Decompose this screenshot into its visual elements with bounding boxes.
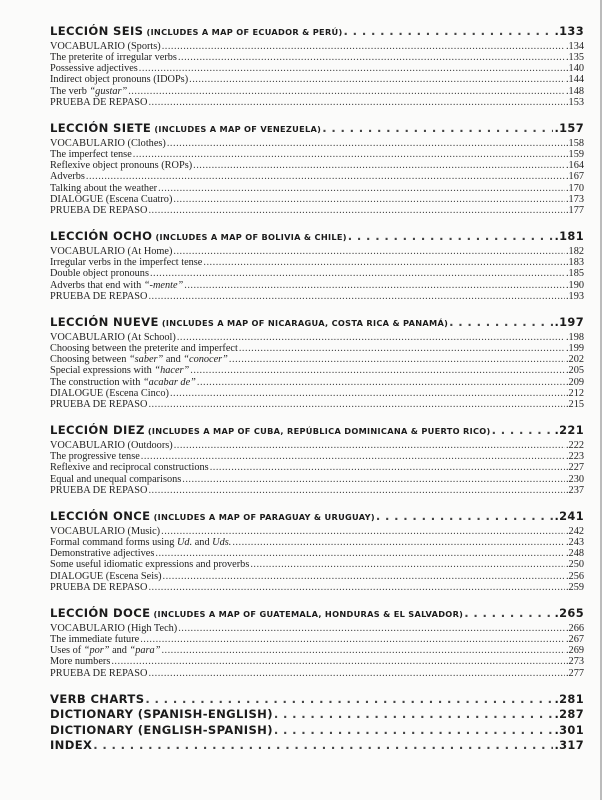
end-matter-entry[interactable] (50, 738, 584, 753)
entry-text: VOCABULARIO (At Home) (50, 245, 173, 257)
end-matter-title: INDEX (50, 737, 93, 752)
entry-title (50, 291, 147, 302)
lesson-heading[interactable] (50, 606, 584, 623)
entry-title (50, 86, 127, 97)
entry-text: Formal command forms using (50, 536, 177, 548)
lesson-heading[interactable] (50, 229, 584, 246)
toc-entry[interactable] (50, 656, 584, 667)
dot-leader (161, 526, 565, 537)
entry-italic-term: “gustar” (89, 85, 128, 97)
entry-title (50, 645, 160, 656)
entry-text: More numbers (50, 656, 111, 668)
entry-title (50, 388, 169, 399)
lesson-list (50, 24, 584, 679)
page-number: .287 (554, 707, 584, 722)
toc-entry[interactable] (50, 365, 584, 376)
toc-entry[interactable] (50, 280, 584, 291)
entry-text: PRUEBA DE REPASO (50, 96, 148, 108)
lesson-block (50, 423, 584, 496)
entry-text: and (163, 354, 184, 365)
entry-text: Reflexive object pronouns (ROPs) (50, 160, 193, 171)
entry-title (50, 571, 162, 582)
entry-text: VOCABULARIO (High Tech) (50, 622, 178, 634)
entry-title (50, 377, 196, 388)
dot-leader (193, 160, 565, 171)
entry-text: PRUEBA DE REPASO (50, 581, 148, 593)
lesson-title-text: LECCIÓN NUEVE (50, 315, 159, 329)
toc-entry[interactable] (50, 526, 584, 537)
lesson-title (50, 121, 321, 138)
entry-title (50, 52, 177, 63)
page-number: .243 (565, 536, 584, 548)
page-number: .148 (565, 85, 584, 97)
entry-title (50, 332, 176, 343)
entry-title (50, 582, 147, 593)
lesson-block (50, 315, 584, 410)
lesson-title-text: LECCIÓN OCHO (50, 229, 153, 244)
toc-entry[interactable] (50, 451, 584, 462)
dot-leader (189, 74, 565, 85)
end-matter-title: DICTIONARY (ENGLISH-SPANISH) (50, 722, 273, 737)
toc-entry[interactable] (50, 291, 584, 302)
toc-entry[interactable] (50, 257, 584, 268)
dot-leader (464, 606, 553, 622)
dot-leader (250, 559, 565, 570)
entry-text: VOCABULARIO (Outdoors) (50, 439, 173, 451)
toc-entry[interactable] (50, 160, 584, 171)
entry-title (50, 485, 147, 496)
entry-title (50, 343, 238, 354)
page-number: .158 (565, 137, 584, 149)
toc-entry[interactable] (50, 548, 584, 559)
page-number: .185 (565, 268, 584, 280)
page-number: .267 (565, 633, 584, 645)
page-number: .242 (565, 525, 584, 537)
entry-text: Double object pronouns (50, 268, 149, 280)
lesson-title-text: LECCIÓN ONCE (50, 509, 151, 523)
entry-text: PRUEBA DE REPASO (50, 667, 148, 679)
page-number: .182 (565, 245, 584, 257)
entry-title (50, 74, 188, 85)
lesson-title-text: LECCIÓN DOCE (50, 606, 151, 620)
page-number: .164 (565, 160, 584, 171)
entry-text: Uses of (50, 645, 84, 656)
entry-title (50, 97, 147, 108)
toc-entry[interactable] (50, 462, 584, 473)
page-number: .230 (565, 473, 584, 485)
dot-leader (182, 474, 565, 485)
entry-text: DIALOGUE (Escena Seis) (50, 570, 162, 582)
lesson-heading[interactable] (50, 24, 584, 41)
page-number: .170 (565, 182, 584, 194)
toc-entry[interactable] (50, 194, 584, 205)
toc-entry[interactable] (50, 440, 584, 451)
lesson-map-note: (INCLUDES A MAP OF CUBA, REPÚBLICA DOMINICANA & PUERTO RICO) (144, 426, 491, 437)
entry-title (50, 183, 157, 194)
page-number: .265 (554, 606, 584, 620)
entry-text: The verb (50, 85, 90, 97)
entry-title (50, 526, 160, 537)
entry-text: PRUEBA DE REPASO (50, 205, 148, 216)
entry-text: Reflexive and reciprocal constructions (50, 462, 209, 474)
entry-italic-term: Ud. (176, 536, 193, 548)
dot-leader (274, 723, 554, 738)
entry-italic-term: “conocer” (183, 354, 228, 365)
page-number: .222 (565, 439, 584, 451)
dot-leader (210, 462, 565, 473)
end-matter-entry[interactable] (50, 707, 584, 722)
entry-text: The immediate future (50, 633, 140, 645)
page-number: .199 (565, 342, 584, 354)
end-matter-title: VERB CHARTS (50, 691, 145, 706)
toc-entry[interactable] (50, 246, 584, 257)
entry-text: The imperfect tense (50, 148, 132, 160)
lesson-heading[interactable] (50, 509, 584, 526)
entry-title (50, 138, 166, 149)
lesson-title-text: LECCIÓN SIETE (50, 121, 152, 135)
dot-leader (274, 707, 554, 722)
entry-title (50, 399, 147, 410)
dot-leader (178, 52, 565, 63)
entry-title (50, 474, 181, 485)
page-number: .177 (565, 205, 584, 216)
dot-leader (158, 183, 565, 194)
dot-leader (140, 634, 565, 645)
toc-entry[interactable] (50, 399, 584, 410)
toc-entry[interactable] (50, 668, 584, 679)
entry-text: Indirect object pronouns (IDOPs) (50, 74, 189, 86)
entry-title (50, 623, 177, 634)
toc-entry[interactable] (50, 559, 584, 570)
page-number: .248 (565, 548, 584, 559)
dot-leader (155, 548, 565, 559)
entry-text: PRUEBA DE REPASO (50, 290, 148, 302)
dot-leader (174, 440, 565, 451)
dot-leader (141, 451, 565, 462)
entry-text: Equal and unequal comparisons (50, 473, 182, 485)
dot-leader (148, 582, 565, 593)
page-number: .157 (554, 121, 584, 135)
toc-entry[interactable] (50, 623, 584, 634)
dot-leader (139, 63, 565, 74)
dot-leader (148, 485, 565, 496)
lesson-heading[interactable] (50, 121, 584, 138)
lesson-title (50, 229, 347, 246)
dot-leader (150, 268, 565, 279)
entry-text: The preterite of irregular verbs (50, 51, 177, 63)
entry-text: VOCABULARIO (Clothes) (50, 137, 166, 149)
entry-title (50, 634, 139, 645)
toc-entry[interactable] (50, 74, 584, 85)
dot-leader (167, 138, 565, 149)
page-number: .250 (565, 559, 584, 571)
entry-text: Demonstrative adjectives (50, 548, 155, 559)
entry-text: and (109, 645, 130, 656)
dot-leader (203, 257, 565, 268)
toc-entry[interactable] (50, 634, 584, 645)
lesson-map-note: (INCLUDES A MAP OF VENEZUELA) (151, 124, 322, 134)
dot-leader (173, 194, 565, 205)
page-number: .144 (565, 74, 584, 86)
dot-leader (177, 332, 565, 343)
end-matter-list (50, 692, 584, 754)
toc-entry[interactable] (50, 205, 584, 216)
toc-entry[interactable] (50, 474, 584, 485)
dot-leader (148, 291, 565, 302)
toc-entry[interactable] (50, 63, 584, 74)
page-number: .134 (565, 40, 584, 52)
entry-text: Possessive adjectives (50, 63, 138, 74)
end-matter-title: DICTIONARY (SPANISH-ENGLISH) (50, 707, 273, 722)
toc-entry[interactable] (50, 582, 584, 593)
dot-leader (322, 121, 553, 137)
entry-title (50, 63, 138, 74)
lesson-block (50, 24, 584, 108)
entry-italic-term: “-mente” (143, 279, 184, 291)
entry-title (50, 451, 140, 462)
dot-leader (190, 365, 565, 376)
page-number: .277 (565, 667, 584, 679)
lesson-title (50, 24, 343, 41)
toc-entry[interactable] (50, 171, 584, 182)
lesson-block (50, 606, 584, 679)
page-number: .281 (554, 691, 584, 706)
dot-leader (239, 343, 565, 354)
table-of-contents (50, 24, 584, 753)
page-number: .273 (565, 656, 584, 668)
page-number: .301 (554, 722, 584, 737)
toc-entry[interactable] (50, 97, 584, 108)
entry-text: Irregular verbs in the imperfect tense (50, 257, 203, 268)
end-matter-entry[interactable] (50, 723, 584, 738)
page-number: .215 (565, 399, 584, 410)
entry-title (50, 462, 209, 473)
entry-italic-term: “para” (129, 645, 161, 656)
lesson-title (50, 509, 375, 526)
entry-title (50, 668, 147, 679)
dot-leader (197, 377, 565, 388)
lesson-title (50, 315, 448, 332)
page-number: .159 (565, 148, 584, 160)
toc-entry[interactable] (50, 377, 584, 388)
entry-text: Some useful idiomatic expressions and proverbs (50, 559, 250, 571)
entry-title (50, 354, 228, 365)
page-number: .269 (565, 645, 584, 656)
page-number: .241 (554, 509, 584, 523)
entry-text: and (192, 536, 213, 548)
page-number: .181 (554, 229, 584, 244)
entry-title (50, 257, 202, 268)
dot-leader (376, 509, 554, 525)
lesson-block (50, 229, 584, 302)
page-number: .167 (565, 171, 584, 183)
lesson-heading[interactable] (50, 315, 584, 332)
entry-title (50, 656, 110, 667)
dot-leader (178, 623, 565, 634)
dot-leader (184, 280, 565, 291)
dot-leader (348, 229, 554, 245)
entry-title (50, 194, 172, 205)
dot-leader (145, 692, 553, 707)
page-number: .259 (565, 581, 584, 593)
entry-italic-term: “saber” (128, 354, 164, 365)
dot-leader (232, 537, 565, 548)
toc-entry[interactable] (50, 537, 584, 548)
page-number: .223 (565, 451, 584, 462)
entry-text: DIALOGUE (Escena Cinco) (50, 387, 169, 399)
lesson-map-note: (INCLUDES A MAP OF NICARAGUA, COSTA RICA & PANAMÁ) (158, 318, 449, 328)
dot-leader (128, 86, 565, 97)
entry-title (50, 41, 161, 52)
entry-title (50, 205, 147, 216)
dot-leader (148, 399, 565, 410)
entry-text: Adverbs that end with (50, 279, 144, 291)
entry-title (50, 365, 189, 376)
toc-entry[interactable] (50, 149, 584, 160)
entry-title (50, 440, 173, 451)
entry-title (50, 171, 85, 182)
lesson-map-note: (INCLUDES A MAP OF PARAGUAY & URUGUAY) (150, 512, 375, 522)
entry-title (50, 537, 231, 548)
dot-leader (344, 24, 554, 40)
toc-entry[interactable] (50, 41, 584, 52)
entry-title (50, 246, 172, 257)
toc-entry[interactable] (50, 332, 584, 343)
entry-title (50, 160, 192, 171)
entry-italic-term: “acabar de” (142, 376, 196, 388)
lesson-title-text: LECCIÓN DIEZ (50, 423, 145, 438)
page-number: .237 (565, 484, 584, 496)
dot-leader (162, 41, 565, 52)
toc-entry[interactable] (50, 343, 584, 354)
lesson-block (50, 121, 584, 216)
dot-leader (148, 205, 565, 216)
page-number: .256 (565, 570, 584, 582)
lesson-block (50, 509, 584, 593)
entry-text: The progressive tense (50, 451, 140, 462)
page-number: .198 (565, 331, 584, 343)
entry-text: The construction with (50, 376, 143, 388)
dot-leader (148, 668, 565, 679)
page-number: .227 (565, 462, 584, 474)
lesson-title (50, 606, 463, 623)
entry-italic-term: “por” (83, 645, 110, 656)
toc-entry[interactable] (50, 571, 584, 582)
toc-entry[interactable] (50, 86, 584, 97)
toc-entry[interactable] (50, 268, 584, 279)
dot-leader (93, 738, 553, 753)
entry-title (50, 268, 149, 279)
page-number: .173 (565, 193, 584, 205)
page-number: .183 (565, 257, 584, 268)
entry-text: Talking about the weather (50, 182, 158, 194)
page-number: .212 (565, 387, 584, 399)
entry-italic-term: Uds. (212, 536, 232, 548)
toc-entry[interactable] (50, 52, 584, 63)
entry-text: PRUEBA DE REPASO (50, 484, 148, 496)
page-number: .221 (554, 423, 584, 438)
dot-leader (173, 246, 565, 257)
dot-leader (229, 354, 565, 365)
lesson-title (50, 423, 491, 440)
page-number: .202 (565, 354, 584, 365)
toc-entry[interactable] (50, 183, 584, 194)
toc-entry[interactable] (50, 388, 584, 399)
entry-text: Choosing between the preterite and imperfect (50, 342, 238, 354)
dot-leader (170, 388, 565, 399)
lesson-map-note: (INCLUDES A MAP OF GUATEMALA, HONDURAS & EL SALVADOR) (150, 609, 464, 619)
entry-text: PRUEBA DE REPASO (50, 399, 148, 410)
entry-text: VOCABULARIO (Sports) (50, 40, 161, 52)
lesson-heading[interactable] (50, 423, 584, 440)
end-matter-entry[interactable] (50, 692, 584, 707)
dot-leader (161, 645, 565, 656)
page-number: .266 (565, 622, 584, 634)
dot-leader (133, 149, 565, 160)
toc-entry[interactable] (50, 485, 584, 496)
page-number: .205 (565, 365, 584, 377)
page-number: .133 (554, 24, 584, 38)
entry-text: VOCABULARIO (At School) (50, 331, 176, 343)
dot-leader (492, 423, 554, 439)
toc-entry[interactable] (50, 354, 584, 365)
page-number: .317 (554, 737, 584, 752)
dot-leader (449, 315, 553, 331)
page-number: .153 (565, 96, 584, 108)
page-number: .140 (565, 63, 584, 74)
entry-text: Adverbs (50, 171, 85, 183)
lesson-title-text: LECCIÓN SEIS (50, 24, 144, 38)
page-number: .193 (565, 290, 584, 302)
entry-text: DIALOGUE (Escena Cuatro) (50, 193, 173, 205)
page-number: .190 (565, 279, 584, 291)
dot-leader (86, 171, 565, 182)
entry-title (50, 548, 154, 559)
toc-entry[interactable] (50, 138, 584, 149)
page-number: .209 (565, 376, 584, 388)
lesson-map-note: (INCLUDES A MAP OF ECUADOR & PERÚ) (143, 27, 343, 37)
entry-title (50, 280, 183, 291)
toc-entry[interactable] (50, 645, 584, 656)
page-number: .135 (565, 51, 584, 63)
dot-leader (163, 571, 565, 582)
entry-text: Choosing between (50, 354, 129, 365)
dot-leader (148, 97, 565, 108)
entry-text: VOCABULARIO (Music) (50, 525, 161, 537)
dot-leader (111, 656, 565, 667)
lesson-map-note: (INCLUDES A MAP OF BOLIVIA & CHILE) (152, 232, 347, 243)
entry-title (50, 149, 132, 160)
entry-title (50, 559, 249, 570)
entry-italic-term: “hacer” (154, 365, 190, 377)
page-number: .197 (554, 315, 584, 329)
entry-text: Special expressions with (50, 365, 155, 377)
